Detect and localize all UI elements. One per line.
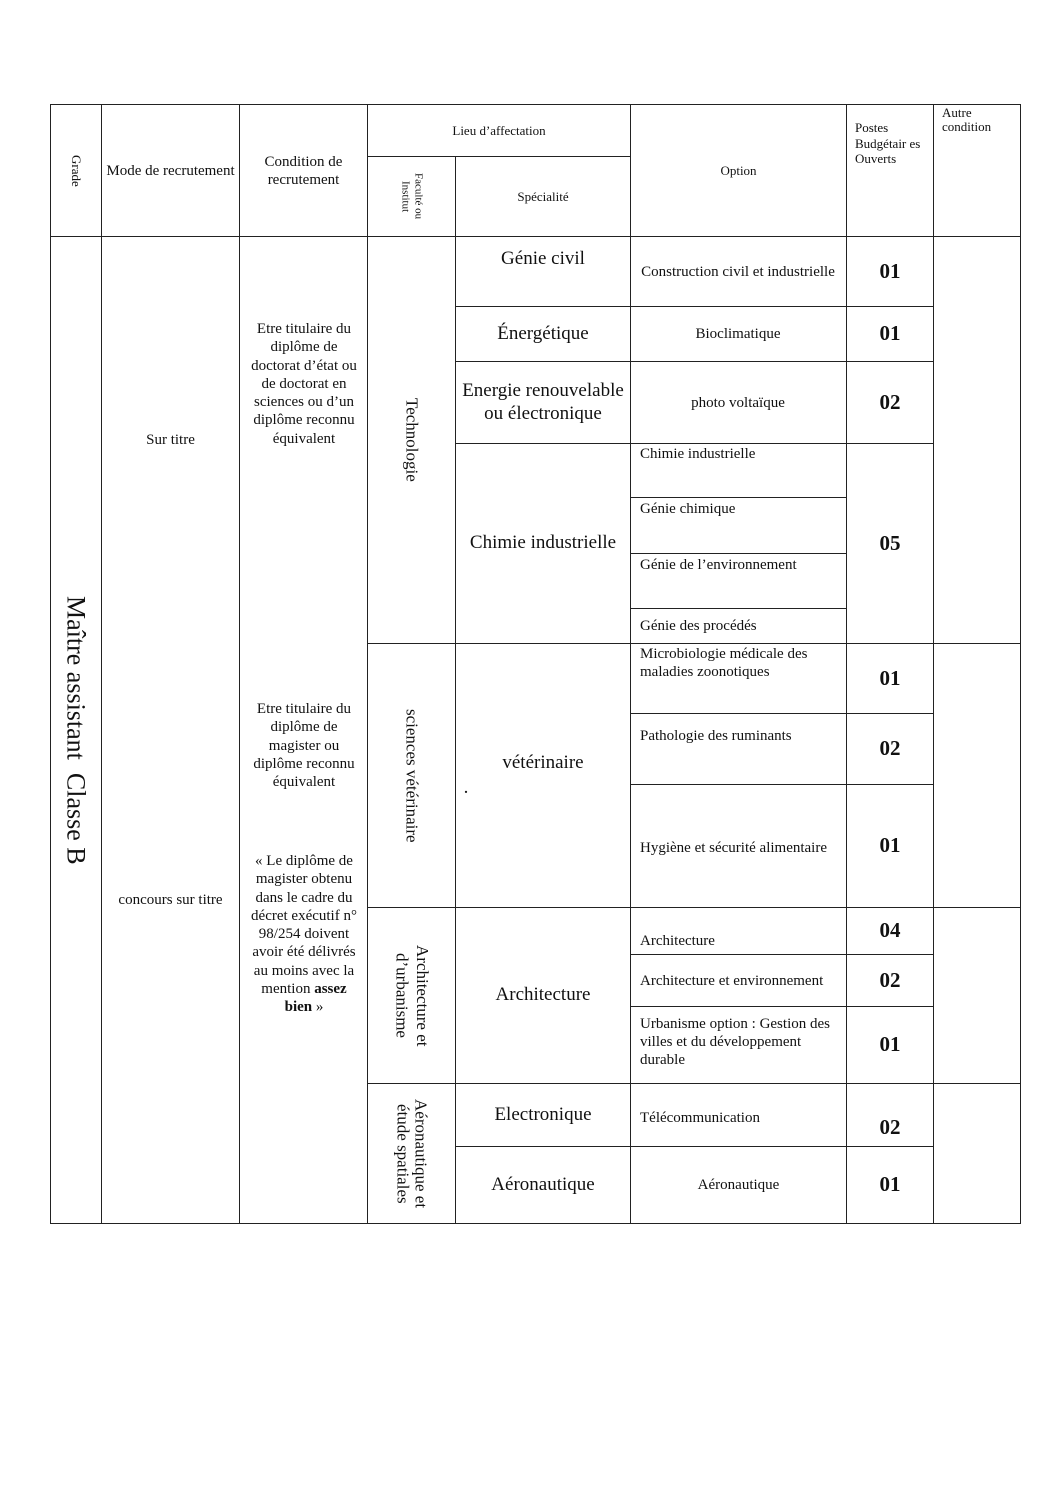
col-line-2	[239, 104, 240, 1224]
option-microbiologie: Microbiologie médicale des maladies zoonotiques	[640, 646, 808, 680]
header-postes: Postes Budgétair es Ouverts	[855, 120, 921, 167]
postes-urbanisme: 01	[879, 1032, 901, 1057]
specialite-genie-civil: Génie civil	[501, 248, 585, 269]
header-specialite: Spécialité	[517, 188, 569, 204]
faculte-veterinaire-text: sciences vétérinaire	[402, 708, 422, 843]
faculte-technologie-text: Technologie	[402, 398, 422, 482]
header-faculte	[368, 157, 455, 236]
header-faculte-text: Faculté ou Institut	[399, 173, 425, 220]
postes-pathologie: 02	[879, 736, 901, 761]
option-genie-procedes: Génie des procédés	[640, 618, 757, 634]
header-autre: Autre condition	[942, 105, 992, 134]
postes-genie-civil: 01	[879, 258, 901, 283]
condition-magister	[248, 700, 360, 840]
condition-mention-bold: assez bien	[284, 981, 347, 1016]
specialite-aeronautique: Aéronautique	[491, 1173, 595, 1195]
header-grade	[51, 105, 101, 236]
postes-chimie: 05	[879, 530, 901, 555]
option-hygiene: Hygiène et sécurité alimentaire	[640, 839, 827, 856]
option-telecommunication: Télécommunication	[640, 1110, 760, 1126]
option-aeronautique: Aéronautique	[697, 1177, 780, 1193]
mode-sur-titre: Sur titre	[146, 432, 195, 448]
condition-mention-end: »	[312, 999, 324, 1016]
faculte-technologie	[368, 237, 455, 643]
specialite-architecture: Architecture	[495, 984, 591, 1006]
header-lieu: Lieu d’affectation	[452, 122, 546, 138]
specialite-chimie: Chimie industrielle	[469, 532, 617, 554]
specialite-vet-dot: .	[463, 776, 469, 798]
col-line-1	[101, 104, 102, 1224]
condition-doctorat: Etre titulaire du diplôme de doctorat d’état ou de doctorat en sciences ou d’un diplôme reconnu équivalent	[251, 321, 357, 447]
condition-magister-text: Etre titulaire du diplôme de magister ou diplôme reconnu équivalent	[253, 701, 355, 791]
option-photo: photo voltaïque	[691, 394, 785, 411]
specialite-electronique: Electronique	[494, 1103, 592, 1125]
option-architecture: Architecture	[640, 933, 715, 949]
faculte-architecture-text: Architecture et d’urbanisme	[392, 944, 432, 1047]
postes-aeronautique: 01	[879, 1172, 901, 1197]
option-pathologie: Pathologie des ruminants	[640, 728, 792, 744]
specialite-energie: Energie renouvelable ou électronique	[462, 379, 624, 424]
header-mode: Mode de recrutement	[106, 162, 235, 179]
header-grade-text: Grade	[68, 154, 84, 187]
option-urbanisme: Urbanisme option : Gestion des villes et du développement durable	[640, 1016, 830, 1068]
postes-energetique: 01	[879, 321, 901, 346]
grade-value: Maître assistant Classe B	[61, 595, 91, 865]
header-option: Option	[720, 162, 757, 178]
option-genie-environnement: Génie de l’environnement	[640, 557, 797, 573]
option-architecture-environnement: Architecture et environnement	[640, 972, 824, 989]
postes-architecture: 04	[879, 918, 901, 943]
opt-line-1	[630, 497, 846, 498]
mode-concours: concours sur titre	[118, 892, 223, 908]
postes-hygiene: 01	[879, 833, 901, 858]
faculte-veterinaire	[368, 644, 455, 907]
option-construction: Construction civil et industrielle	[641, 263, 835, 280]
option-chimie-industrielle: Chimie industrielle	[640, 446, 756, 462]
postes-architecture-environnement: 02	[879, 967, 901, 992]
postes-microbiologie: 01	[879, 665, 901, 690]
option-bioclimatique: Bioclimatique	[695, 326, 781, 342]
table-border-bottom	[50, 1223, 1021, 1224]
option-genie-chimique: Génie chimique	[640, 501, 736, 517]
col-line-8	[1020, 104, 1021, 1224]
opt-line-2	[630, 553, 846, 554]
postes-telecommunication: 02	[879, 1115, 901, 1140]
specialite-energetique: Énergétique	[497, 322, 589, 344]
grade-cell	[51, 237, 101, 1223]
condition-mention	[248, 852, 360, 1152]
postes-energie: 02	[879, 389, 901, 414]
header-condition: Condition de recrutement	[264, 153, 343, 188]
faculte-architecture	[368, 908, 455, 1083]
specialite-veterinaire: vétérinaire	[502, 751, 584, 773]
col-line-7	[933, 104, 934, 1224]
faculte-aero	[368, 1084, 455, 1223]
condition-mention-text: « Le diplôme de magister obtenu dans le cadre du décret exécutif n° 98/254 doivent avoir été délivrés au moins avec la mention	[251, 853, 357, 998]
faculte-aero-text: Aéronautique et étude spatiales	[393, 1098, 431, 1209]
